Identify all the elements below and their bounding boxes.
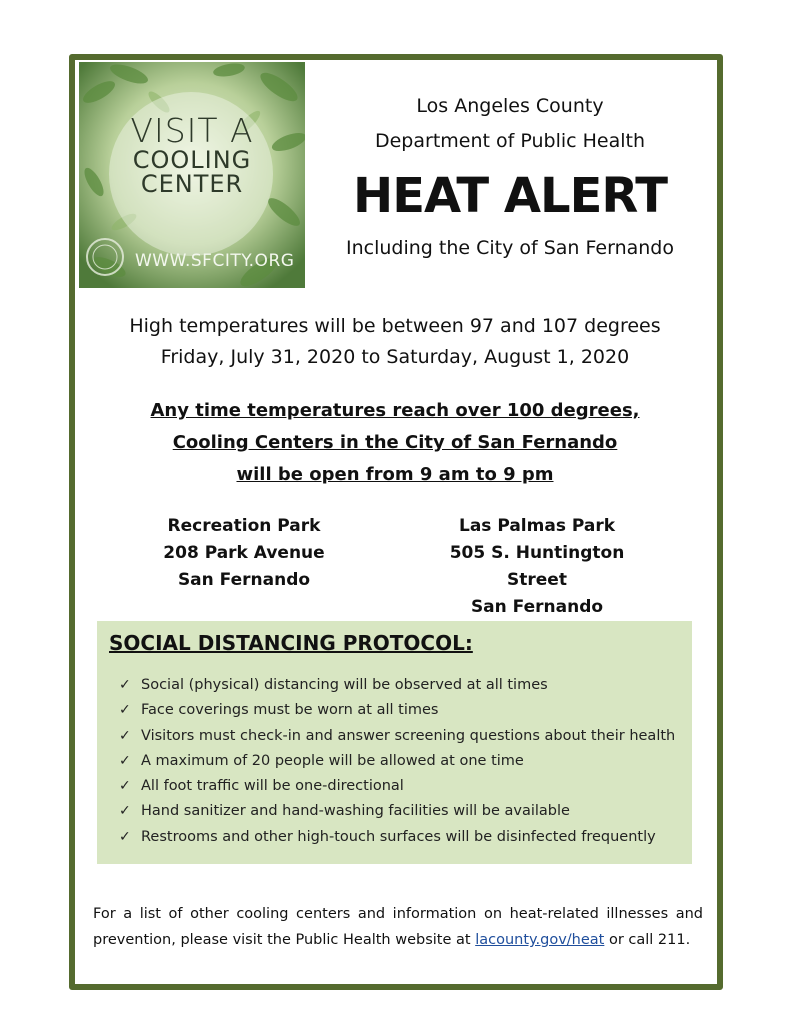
promo-url: WWW.SFCITY.ORG — [135, 251, 295, 271]
list-item — [119, 673, 675, 698]
list-item — [119, 825, 675, 850]
page-title: HEAT ALERT — [353, 168, 667, 224]
promo-heading — [79, 111, 305, 198]
social-distancing-protocol-box — [97, 621, 692, 864]
protocol-list — [119, 673, 675, 850]
promo-line-3: CENTER — [140, 170, 244, 198]
list-item-text: Restrooms and other high-touch surfaces will be disinfected frequently — [141, 828, 656, 845]
footer-text-before: For a list of other cooling centers and information on heat-related illnesses and prevention, please visit the Public Health website at — [93, 906, 703, 948]
notice-line-2: Cooling Centers in the City of San Fernando — [172, 432, 618, 453]
location-las-palmas-park — [422, 513, 652, 621]
list-item — [119, 749, 675, 774]
notice-line-3: will be open from 9 am to 9 pm — [236, 464, 554, 485]
page-subtitle: Including the City of San Fernando — [345, 237, 674, 259]
checkmark-icon: ✓ — [119, 778, 131, 795]
checkmark-icon: ✓ — [119, 828, 131, 845]
promo-line-1: VISIT A — [130, 111, 254, 150]
list-item-text: Hand sanitizer and hand-washing facilities will be available — [141, 803, 570, 820]
list-item-text: All foot traffic will be one-directional — [141, 778, 404, 795]
notice-line-1: Any time temperatures reach over 100 degrees, — [150, 400, 640, 421]
list-item — [119, 799, 675, 824]
forecast-temperature: High temperatures will be between 97 and 107 degrees — [129, 315, 661, 337]
location-address: 505 S. Huntington Street — [449, 543, 625, 590]
list-item — [119, 774, 675, 799]
location-city: San Fernando — [177, 570, 311, 590]
list-item — [119, 698, 675, 723]
location-name: Las Palmas Park — [458, 516, 616, 536]
checkmark-icon: ✓ — [119, 752, 131, 769]
location-city: San Fernando — [470, 597, 604, 617]
list-item — [119, 724, 675, 749]
cooling-center-promo-image — [79, 62, 305, 288]
list-item-text: Social (physical) distancing will be observed at all times — [141, 677, 548, 693]
list-item-text: Face coverings must be worn at all times — [141, 702, 439, 719]
location-recreation-park — [129, 513, 359, 594]
agency-name-line-2: Department of Public Health — [374, 130, 646, 152]
forecast-dates: Friday, July 31, 2020 to Saturday, August 1, 2020 — [160, 346, 630, 368]
location-name: Recreation Park — [167, 516, 321, 536]
location-address: 208 Park Avenue — [163, 543, 325, 563]
checkmark-icon: ✓ — [119, 727, 131, 744]
checkmark-icon: ✓ — [119, 677, 131, 693]
footer-text-after: or call 211. — [604, 932, 691, 948]
list-item-text: Visitors must check-in and answer screening questions about their health — [141, 727, 676, 744]
checkmark-icon: ✓ — [119, 803, 131, 820]
protocol-title: SOCIAL DISTANCING PROTOCOL: — [109, 631, 473, 655]
public-health-website-link[interactable]: lacounty.gov/heat — [475, 932, 605, 948]
list-item-text: A maximum of 20 people will be allowed at one time — [141, 752, 524, 769]
promo-line-2: COOLING — [132, 146, 252, 174]
footer-info — [93, 901, 703, 953]
agency-name-line-1: Los Angeles County — [416, 95, 604, 117]
checkmark-icon: ✓ — [119, 702, 131, 719]
